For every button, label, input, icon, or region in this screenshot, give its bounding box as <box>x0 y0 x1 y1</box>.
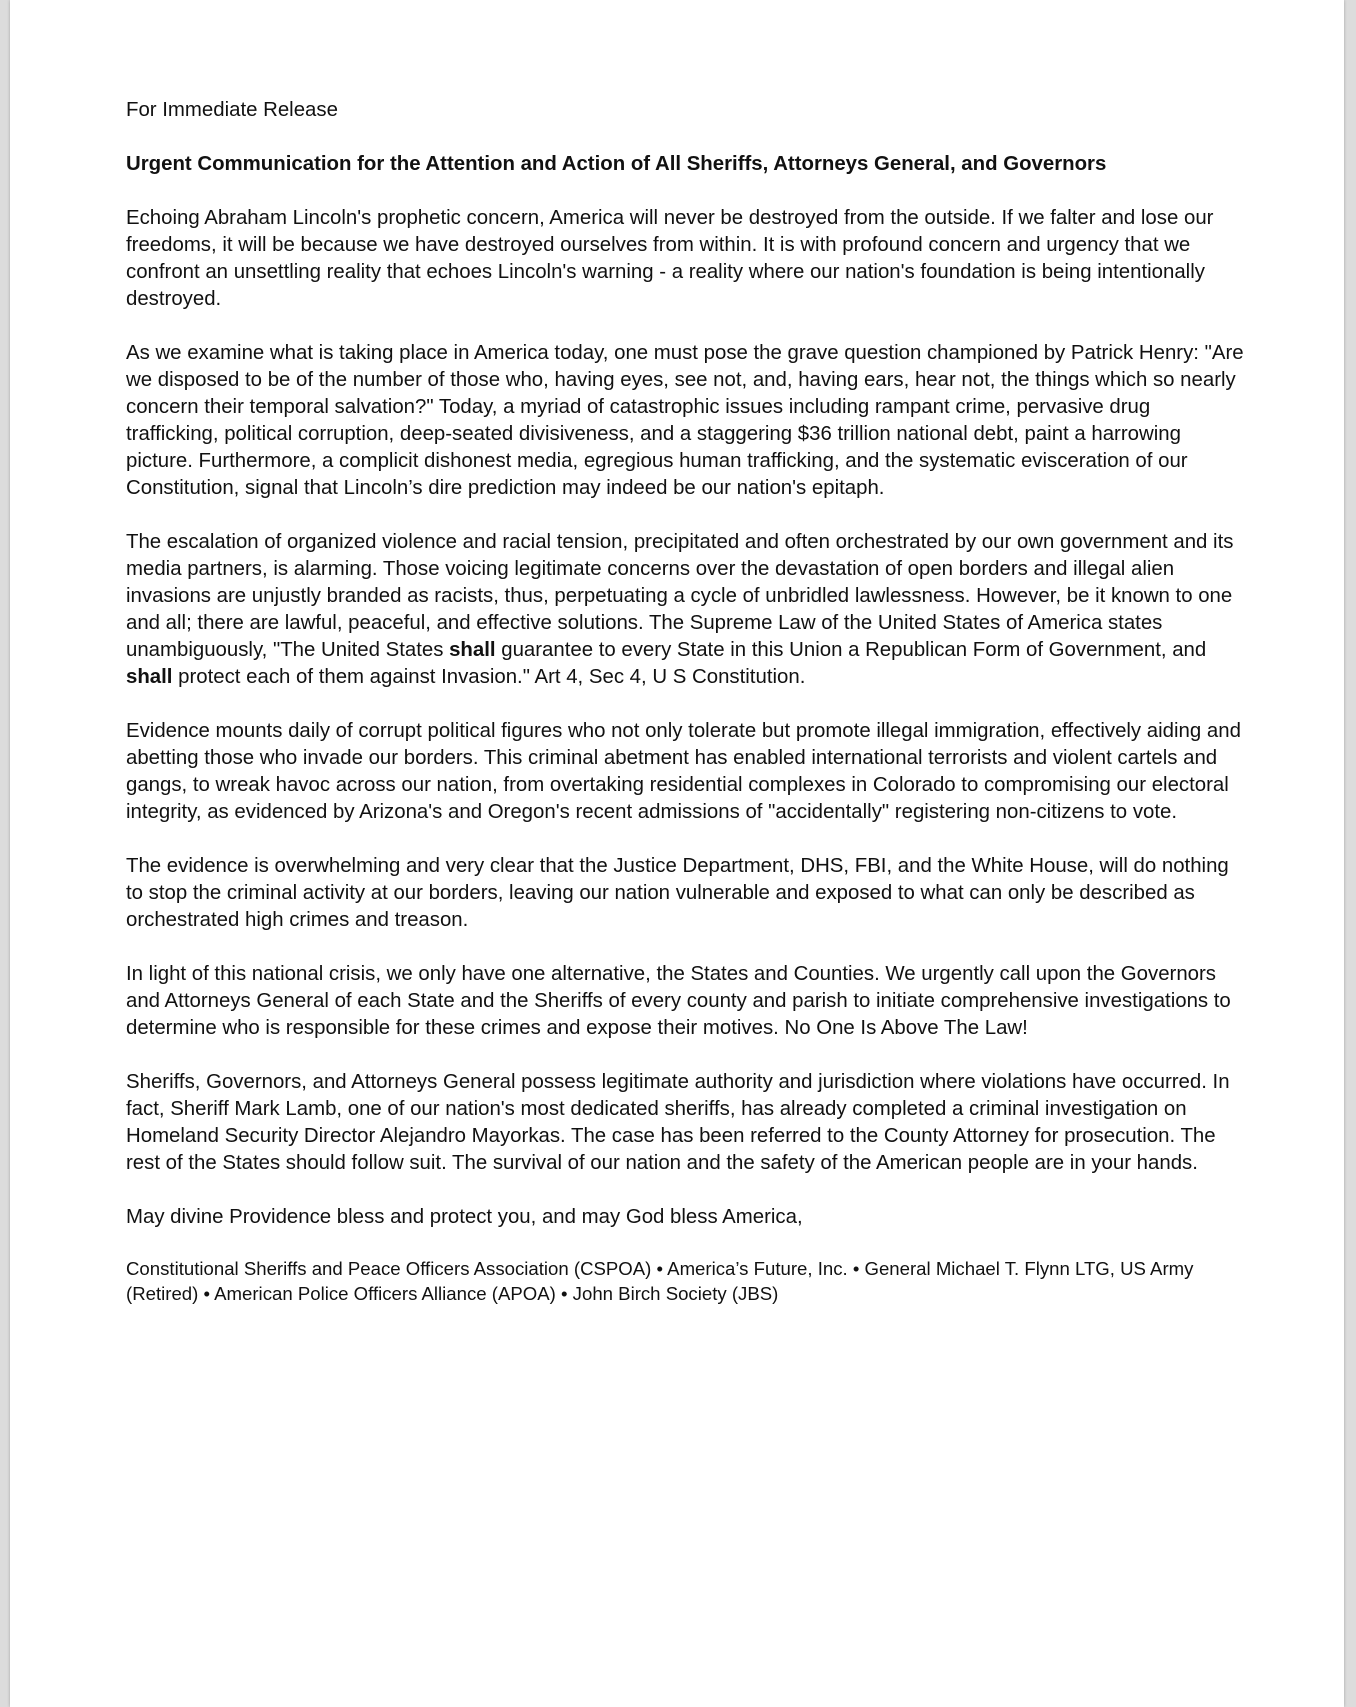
headline: Urgent Communication for the Attention and Action of All Sheriffs, Attorneys General, and Governors <box>126 153 1107 175</box>
paragraph-authority: Sheriffs, Governors, and Attorneys General possess legitimate authority and jurisdiction where violations have occurred. In fact, Sheriff Mark Lamb, one of our nation's most dedicated sheriffs, has already completed a criminal investigation on Homeland Security Director Alejandro Mayorkas. The case has been referred to the County Attorney for prosecution. The rest of the States should follow suit. The survival of our nation and the safety of the American people are in your hands. <box>126 1071 1230 1174</box>
paragraph-constitution-text-1: The escalation of organized violence and racial tension, precipitated and often orchestrated by our own government and its media partners, is alarming. Those voicing legitimate concerns over the devastation of open borders and illegal alien invasions are unjustly branded as racists, thus, perpetuating a cycle of unbridled lawlessness. However, be it known to one and all; there are lawful, peaceful, and effective solutions. The Supreme Law of the United States of America states unambiguously, "The United States <box>126 531 1234 661</box>
paragraph-constitution <box>126 529 1246 691</box>
paragraph-patrick-henry: As we examine what is taking place in America today, one must pose the grave question championed by Patrick Henry: "Are we disposed to be of the number of those who, having eyes, see not, and, having ears, hear not, the things which so nearly concern their temporal salvation?" Today, a myriad of catastrophic issues including rampant crime, pervasive drug trafficking, political corruption, deep-seated divisiveness, and a staggering $36 trillion national debt, paint a harrowing picture. Furthermore, a complicit dishonest media, egregious human trafficking, and the systematic evisceration of our Constitution, signal that Lincoln’s dire prediction may indeed be our nation's epitaph. <box>126 342 1244 499</box>
signatory-organizations: Constitutional Sheriffs and Peace Officers Association (CSPOA) • America’s Future, Inc. • General Michael T. Flynn LTG, US Army (Retired) • American Police Officers Alliance (APOA) • John Birch Society (JBS) <box>126 1258 1194 1304</box>
paragraph-lincoln: Echoing Abraham Lincoln's prophetic concern, America will never be destroyed from the outside. If we falter and lose our freedoms, it will be because we have destroyed ourselves from within. It is with profound concern and urgency that we confront an unsettling reality that echoes Lincoln's warning - a reality where our nation's foundation is being intentionally destroyed. <box>126 207 1214 310</box>
paragraph-constitution-text-3: protect each of them against Invasion." Art 4, Sec 4, U S Constitution. <box>172 666 806 688</box>
release-label: For Immediate Release <box>126 99 338 121</box>
document-page <box>10 0 1344 1707</box>
emphasis-shall-2: shall <box>126 666 173 688</box>
paragraph-evidence-mounts: Evidence mounts daily of corrupt political figures who not only tolerate but promote illegal immigration, effectively aiding and abetting those who invade our borders. This criminal abetment has enabled international terrorists and violent cartels and gangs, to wreak havoc across our nation, from overtaking residential complexes in Colorado to compromising our electoral integrity, as evidenced by Arizona's and Oregon's recent admissions of "accidentally" registering non-citizens to vote. <box>126 720 1241 823</box>
emphasis-shall-1: shall <box>449 639 496 661</box>
paragraph-constitution-text-2: guarantee to every State in this Union a Republican Form of Government, and <box>495 639 1207 661</box>
paragraph-overwhelming-evidence: The evidence is overwhelming and very clear that the Justice Department, DHS, FBI, and the White House, will do nothing to stop the criminal activity at our borders, leaving our nation vulnerable and exposed to what can only be described as orchestrated high crimes and treason. <box>126 855 1229 931</box>
paragraph-call-to-action: In light of this national crisis, we only have one alternative, the States and Counties. We urgently call upon the Governors and Attorneys General of each State and the Sheriffs of every county and parish to initiate comprehensive investigations to determine who is responsible for these crimes and expose their motives. No One Is Above The Law! <box>126 963 1231 1039</box>
signoff: May divine Providence bless and protect you, and may God bless America, <box>126 1206 803 1228</box>
press-release-body <box>126 97 1246 1306</box>
